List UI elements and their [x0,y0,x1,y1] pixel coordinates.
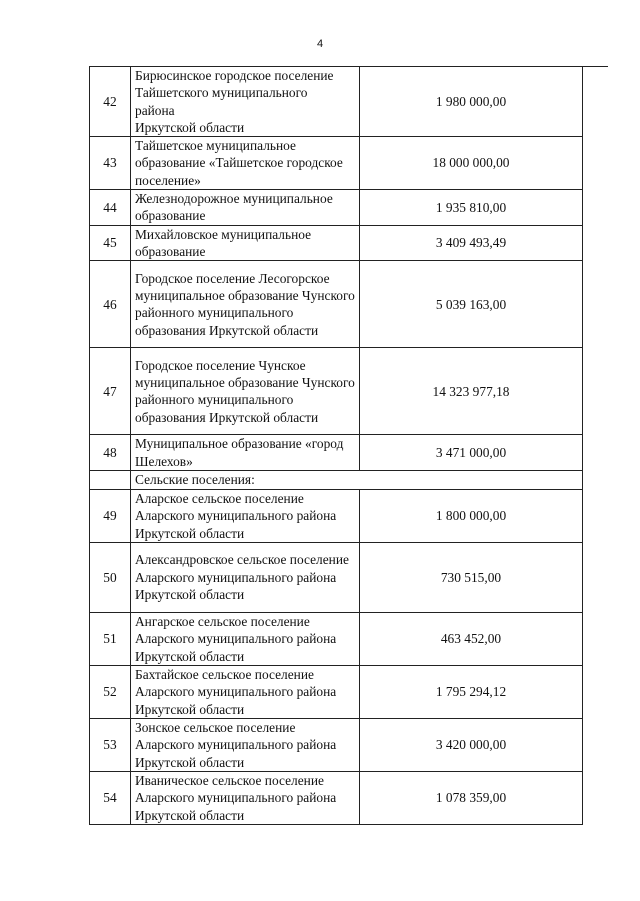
amount: 5 039 163,00 [360,261,583,348]
amount: 3 471 000,00 [360,435,583,471]
row-number: 54 [90,771,131,824]
row-number: 46 [90,261,131,348]
amount: 14 323 977,18 [360,348,583,435]
row-number: 52 [90,665,131,718]
table-row [90,67,583,137]
municipality-name: Тайшетское муниципальное образование «Тайшетское городское поселение» [131,137,360,190]
row-number: 53 [90,718,131,771]
amount: 1 980 000,00 [360,67,583,137]
municipality-name: Бирюсинское городское поселение Тайшетского муниципального района Иркутской области [131,67,360,137]
amount: 730 515,00 [360,542,583,612]
municipality-name: Железнодорожное муниципальное образование [131,190,360,226]
amount: 3 420 000,00 [360,718,583,771]
amount: 18 000 000,00 [360,137,583,190]
municipality-name: Городское поселение Чунское муниципальное образование Чунского районного муниципального образования Иркутской области [131,348,360,435]
page-number: 4 [316,38,324,50]
row-number: 47 [90,348,131,435]
amount: 1 935 810,00 [360,190,583,226]
table-row [90,435,583,471]
table-row [90,225,583,261]
row-number: 43 [90,137,131,190]
row-number: 42 [90,67,131,137]
table-row [90,542,583,612]
table-row [90,489,583,542]
table-row [90,137,583,190]
table-row [90,190,583,226]
row-number: 49 [90,489,131,542]
section-header: Сельские поселения: [131,470,583,489]
row-number: 50 [90,542,131,612]
amount: 3 409 493,49 [360,225,583,261]
municipality-name: Александровское сельское поселение Аларского муниципального района Иркутской области [131,542,360,612]
table-row [90,771,583,824]
table-row [90,612,583,665]
municipality-name: Ангарское сельское поселение Аларского муниципального района Иркутской области [131,612,360,665]
allocation-table [89,66,583,825]
municipality-name: Городское поселение Лесогорское муниципальное образование Чунского районного муниципального образования Иркутской области [131,261,360,348]
empty-cell [90,470,131,489]
table-row [90,261,583,348]
table-row [90,665,583,718]
municipality-name: Михайловское муниципальное образование [131,225,360,261]
municipality-name: Бахтайское сельское поселение Аларского муниципального района Иркутской области [131,665,360,718]
row-number: 44 [90,190,131,226]
municipality-name: Иваническое сельское поселение Аларского муниципального района Иркутской области [131,771,360,824]
amount: 1 795 294,12 [360,665,583,718]
municipality-name: Аларское сельское поселение Аларского муниципального района Иркутской области [131,489,360,542]
amount: 1 078 359,00 [360,771,583,824]
table-row [90,718,583,771]
table-row [90,348,583,435]
row-number: 45 [90,225,131,261]
municipality-name: Муниципальное образование «город Шелехов» [131,435,360,471]
amount: 463 452,00 [360,612,583,665]
amount: 1 800 000,00 [360,489,583,542]
section-header-row [90,470,583,489]
top-rule-line [582,66,608,67]
row-number: 51 [90,612,131,665]
row-number: 48 [90,435,131,471]
municipality-name: Зонское сельское поселение Аларского муниципального района Иркутской области [131,718,360,771]
